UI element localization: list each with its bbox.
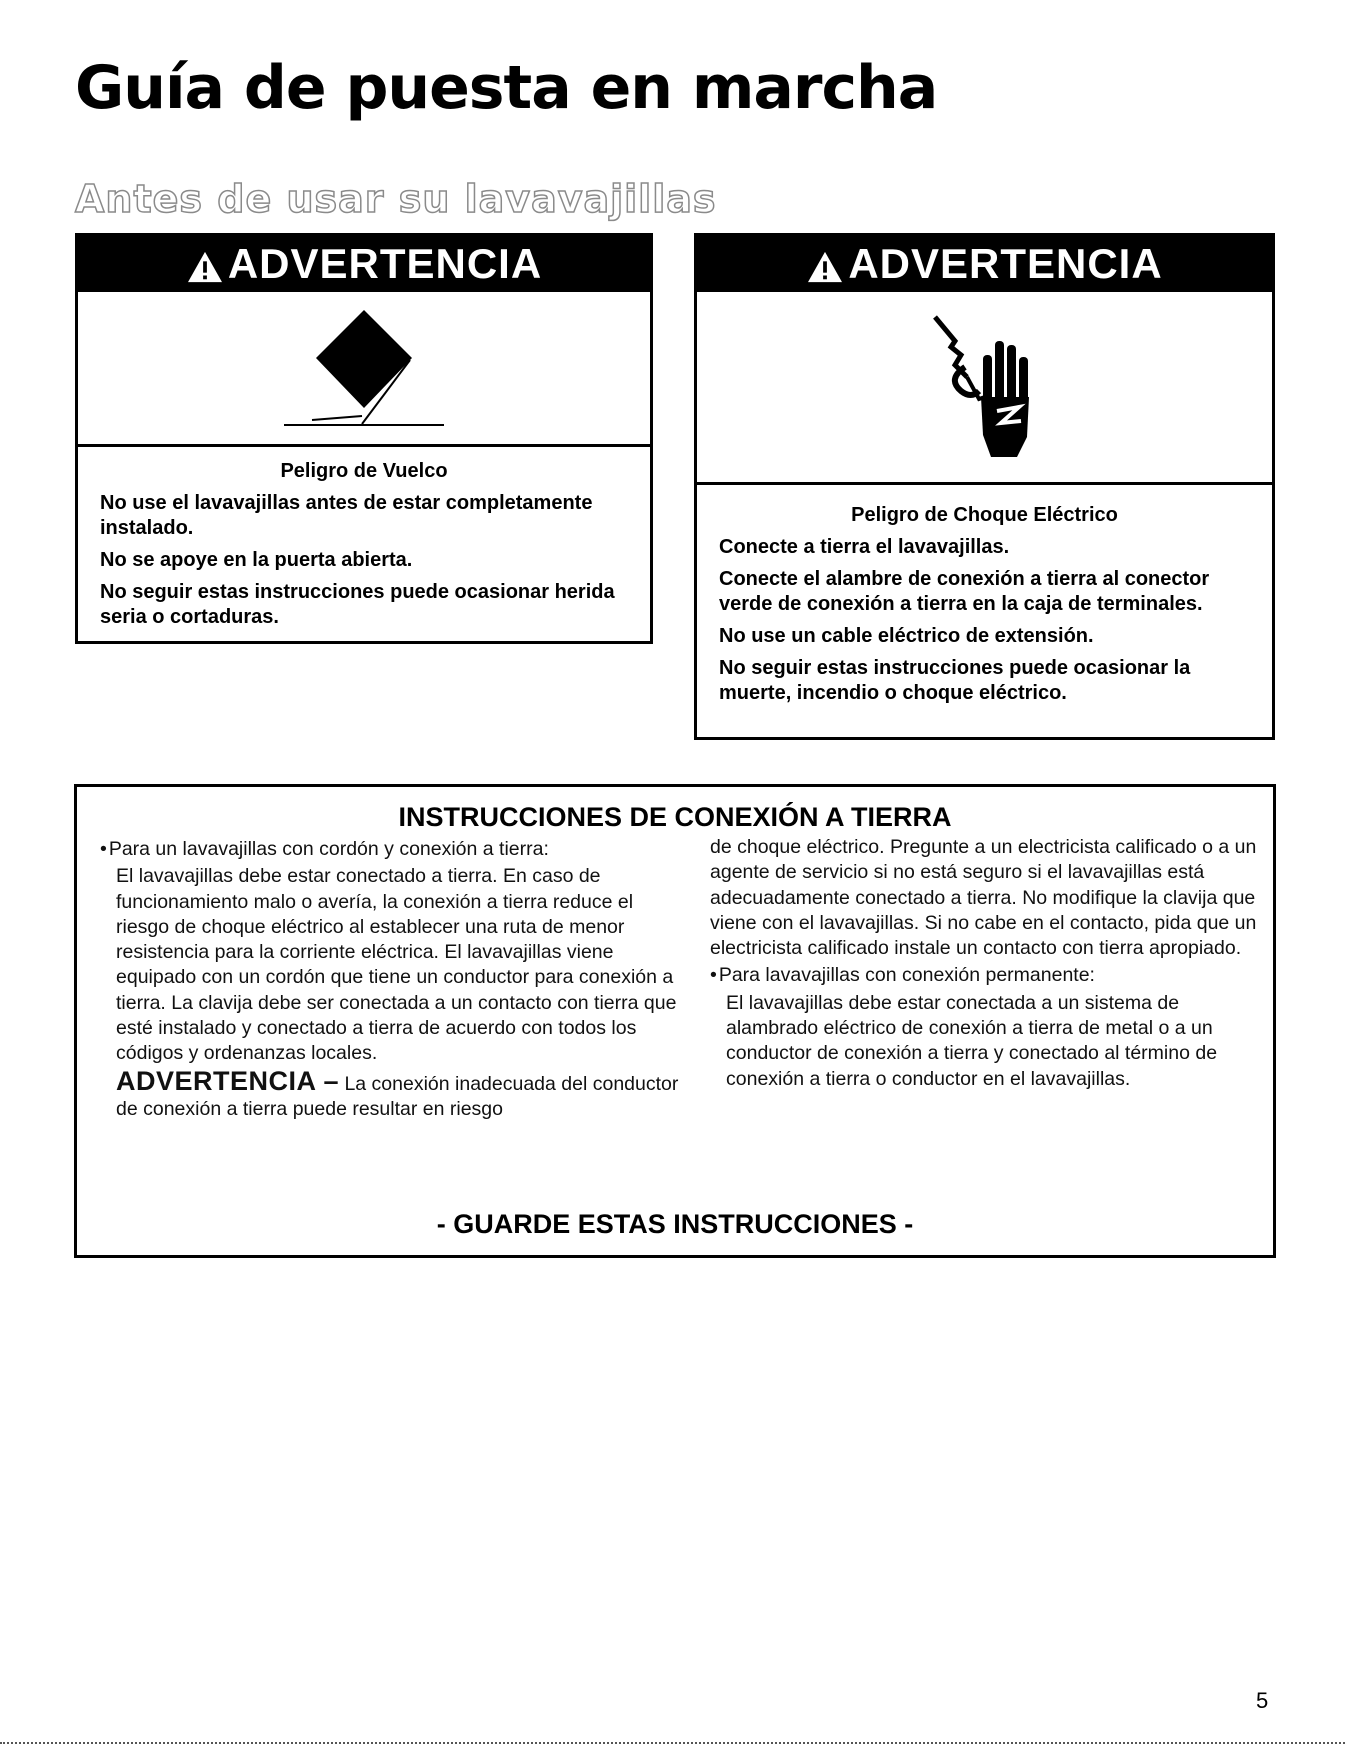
page-title: Guía de puesta en marcha (75, 53, 938, 123)
warning-triangle-icon (806, 250, 844, 284)
grounding-right-column (710, 835, 1270, 1094)
warning-line: No use un cable eléctrico de extensión. (719, 625, 1094, 647)
tip-over-icon (264, 298, 464, 438)
section-subtitle: Antes de usar su lavavajillas (75, 177, 717, 221)
warning-text (78, 447, 650, 630)
warning-line: Conecte a tierra el lavavajillas. (719, 536, 1010, 558)
grounding-paragraph: de choque eléctrico. Pregunte a un electricista calificado o a un agente de servicio si no está seguro si el lavavajillas está adecuadamente conectado a tierra. No modifique la clavija que viene con el lavavajillas. Si no cabe en el contacto, pida que un electricista calificado instale un contacto con tierra apropiado. (710, 836, 1257, 960)
inline-warning-label: ADVERTENCIA – (116, 1065, 340, 1096)
grounding-bullet: • Para un lavavajillas con cordón y conexión a tierra: (100, 837, 680, 862)
warning-triangle-icon (186, 250, 224, 284)
warning-line: No use el lavavajillas antes de estar completamente instalado. (100, 492, 593, 539)
grounding-left-column (100, 837, 680, 1124)
warning-header-label: ADVERTENCIA (227, 240, 543, 287)
hazard-title: Peligro de Choque Eléctrico (851, 504, 1118, 526)
warning-header (697, 236, 1272, 292)
inline-warning-text: La conexión inadecuada del conductor de conexión a tierra puede resultar en riesgo (116, 1072, 679, 1120)
grounding-warning (100, 1065, 680, 1123)
grounding-paragraph: El lavavajillas debe estar conectado a tierra. En caso de funcionamiento malo o avería, la conexión a tierra reduce el riesgo de choque eléctrico al establecer una ruta de menor resistencia para la corriente eléctrica. El lavavajillas viene equipado con un cordón que tiene un conductor para conexión a tierra. La clavija debe ser conectada a un contacto con tierra que esté instalado y conectado a tierra de acuerdo con todos los códigos y ordenanzas locales. (116, 865, 677, 1065)
tip-over-warning-box (75, 233, 653, 644)
page-number: 5 (1256, 1688, 1269, 1713)
electric-shock-icon (905, 307, 1065, 467)
warning-text (697, 485, 1272, 706)
tip-over-image (78, 292, 650, 447)
warning-line: No seguir estas instrucciones puede ocasionar la muerte, incendio o choque eléctrico. (719, 657, 1191, 704)
electric-shock-image (697, 292, 1272, 485)
warning-line: Conecte el alambre de conexión a tierra al conector verde de conexión a tierra en la caja de terminales. (719, 568, 1210, 615)
warning-line: No seguir estas instrucciones puede ocasionar herida seria o cortaduras. (100, 581, 615, 628)
warning-header-label: ADVERTENCIA (848, 240, 1163, 287)
bottom-rule (0, 1742, 1345, 1746)
grounding-title: INSTRUCCIONES DE CONEXIÓN A TIERRA (398, 802, 952, 832)
grounding-paragraph: El lavavajillas debe estar conectada a un sistema de alambrado eléctrico de conexión a tierra de metal o a un conductor de conexión a tierra y conectado al término de conexión a tierra o conductor en el lavavajillas. (726, 991, 1218, 1090)
save-instructions-footer: - GUARDE ESTAS INSTRUCCIONES - (436, 1209, 914, 1239)
grounding-instructions-box (74, 784, 1276, 1258)
warning-header (78, 236, 650, 292)
electric-shock-warning-box (694, 233, 1275, 740)
warning-line: No se apoye en la puerta abierta. (100, 549, 413, 571)
grounding-bullet: • Para lavavajillas con conexión permanente: (710, 963, 1270, 988)
hazard-title: Peligro de Vuelco (280, 460, 448, 482)
